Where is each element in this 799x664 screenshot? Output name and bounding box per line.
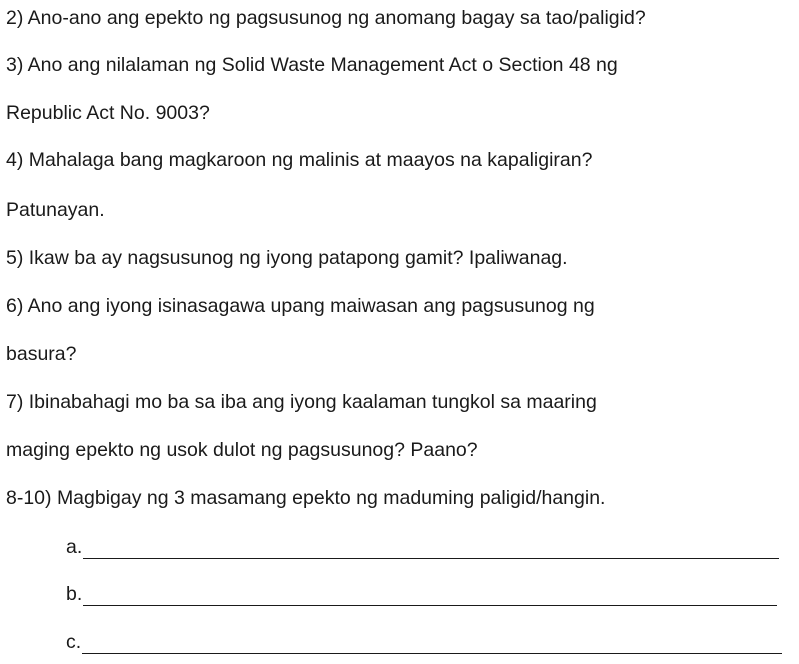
question-8-10-line-1: 8-10) Magbigay ng 3 masamang epekto ng maduming paligid/hangin. [6, 487, 606, 509]
question-3-line-1: 3) Ano ang nilalaman ng Solid Waste Management Act o Section 48 ng [6, 54, 618, 76]
question-2-line-1: 2) Ano-ano ang epekto ng pagsusunog ng anomang bagay sa tao/paligid? [6, 7, 646, 29]
question-3-line-2: Republic Act No. 9003? [6, 102, 210, 124]
answer-blank-a[interactable] [66, 535, 779, 559]
question-4-line-1: 4) Mahalaga bang magkaroon ng malinis at maayos na kapaligiran? [6, 149, 593, 171]
question-7-line-1: 7) Ibinabahagi mo ba sa iba ang iyong kaalaman tungkol sa maaring [6, 391, 597, 413]
answer-line-c[interactable] [82, 633, 782, 654]
question-6-line-2: basura? [6, 343, 77, 365]
question-6-line-1: 6) Ano ang iyong isinasagawa upang maiwasan ang pagsusunog ng [6, 295, 595, 317]
answer-label-a: a. [66, 536, 83, 558]
answer-label-b: b. [66, 583, 83, 605]
question-7-line-2: maging epekto ng usok dulot ng pagsusunog? Paano? [6, 439, 478, 461]
answer-line-a[interactable] [83, 538, 779, 559]
question-5-line-1: 5) Ikaw ba ay nagsusunog ng iyong patapong gamit? Ipaliwanag. [6, 247, 568, 269]
answer-blank-c[interactable] [66, 630, 782, 654]
answer-label-c: c. [66, 631, 82, 653]
question-4-line-2: Patunayan. [6, 199, 105, 221]
answer-blank-b[interactable] [66, 582, 777, 606]
answer-line-b[interactable] [83, 585, 777, 606]
